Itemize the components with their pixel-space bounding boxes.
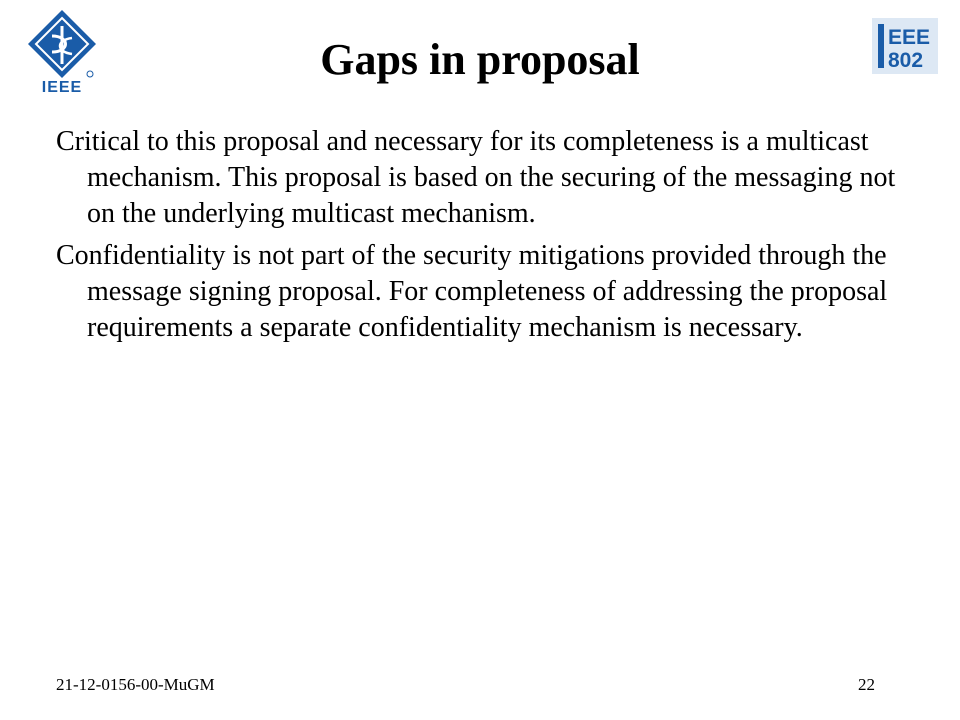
slide-body bbox=[56, 124, 916, 352]
body-paragraph: Confidentiality is not part of the security mitigations provided through the message signing proposal. For completeness of addressing the proposal requirements a separate confidentiality mechanism is necessary. bbox=[56, 240, 888, 343]
slide-title: Gaps in proposal bbox=[320, 35, 640, 84]
ieee802-logo-line2: 802 bbox=[888, 49, 924, 72]
body-paragraph: Critical to this proposal and necessary for its completeness is a multicast mechanism. This proposal is based on the securing of the messaging not on the underlying multicast mechanism. bbox=[56, 126, 896, 229]
ieee802-logo-line1: EEE bbox=[888, 26, 931, 49]
footer-document-id: 21-12-0156-00-MuGM bbox=[56, 675, 215, 694]
footer-page-number: 22 bbox=[858, 675, 875, 694]
ieee-logo-text: IEEE bbox=[41, 79, 83, 94]
